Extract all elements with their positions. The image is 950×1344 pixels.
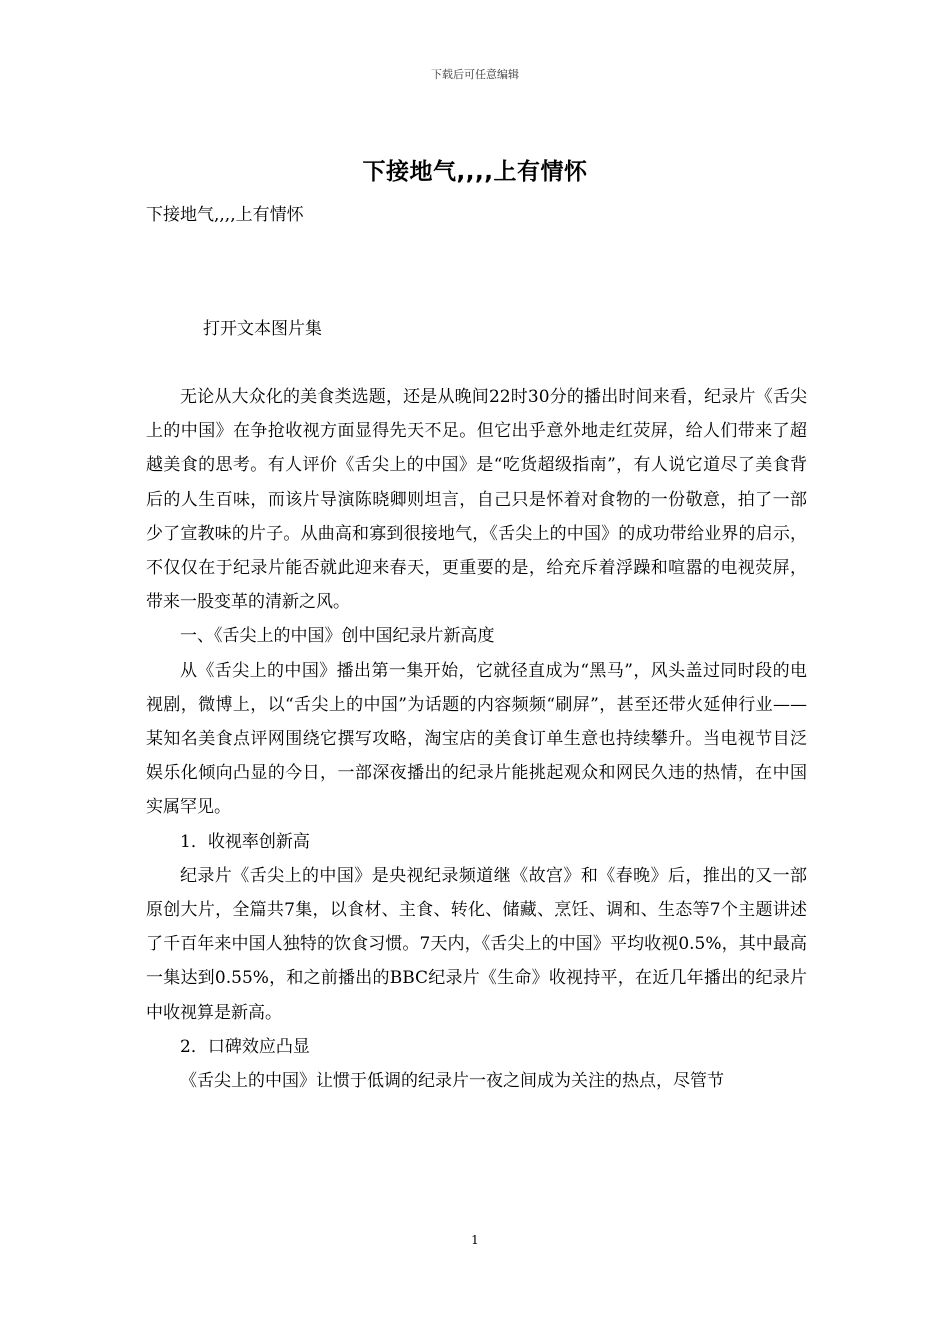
subheading-reputation: 2．口碑效应凸显 bbox=[180, 1036, 310, 1057]
document-title: 下接地气,,,,上有情怀 bbox=[362, 159, 588, 185]
paragraph-intro: 无论从大众化的美食类选题，还是从晚间22时30分的播出时间来看，纪录片《舌尖上的中国》在争抢收视方面显得先天不足。但它出乎意外地走红荧屏，给人们带来了超越美食的思考。有人评价《舌尖上的中国》是“吃货超级指南”，有人说它道尽了美食背后的人生百味，而该片导演陈晓卿则坦言，自己只是怀着对食物的一份敬意，拍了一部少了宣教味的片子。从曲高和寡到很接地气，《舌尖上的中国》的成功带给业界的启示，不仅仅在于纪录片能否就此迎来春天，更重要的是，给充斥着浮躁和喧嚣的电视荧屏，带来一股变革的清新之风。 bbox=[146, 387, 807, 613]
header-note: 下载后可任意编辑 bbox=[431, 68, 519, 81]
document-body bbox=[146, 380, 807, 1098]
paragraph-ratings: 纪录片《舌尖上的中国》是央视纪录频道继《故宫》和《春晚》后，推出的又一部原创大片，全篇共7集，以食材、主食、转化、储藏、烹饪、调和、生态等7个主题讲述了千百年来中国人独特的饮食习惯。7天内，《舌尖上的中国》平均收视0.5%，其中最高一集达到0.55%，和之前播出的BBC纪录片《生命》收视持平，在近几年播出的纪录片中收视算是新高。 bbox=[146, 865, 807, 1023]
paragraph-reputation: 《舌尖上的中国》让惯于低调的纪录片一夜之间成为关注的热点，尽管节 bbox=[180, 1071, 724, 1092]
document-subtitle: 下接地气,,,,上有情怀 bbox=[146, 205, 304, 225]
open-gallery-text: 打开文本图片集 bbox=[203, 319, 322, 339]
section-heading-1: 一、《舌尖上的中国》创中国纪录片新高度 bbox=[180, 626, 495, 647]
paragraph-section-1: 从《舌尖上的中国》播出第一集开始，它就径直成为“黑马”，风头盖过同时段的电视剧，微博上，以“舌尖上的中国”为话题的内容频频“刷屏”，甚至还带火延伸行业——某知名美食点评网围绕它撰写攻略，淘宝店的美食订单生意也持续攀升。当电视节目泛娱乐化倾向凸显的今日，一部深夜播出的纪录片能挑起观众和网民久违的热情，在中国实属罕见。 bbox=[146, 660, 807, 818]
subheading-ratings: 1．收视率创新高 bbox=[180, 831, 310, 852]
page-number: 1 bbox=[471, 1233, 479, 1247]
